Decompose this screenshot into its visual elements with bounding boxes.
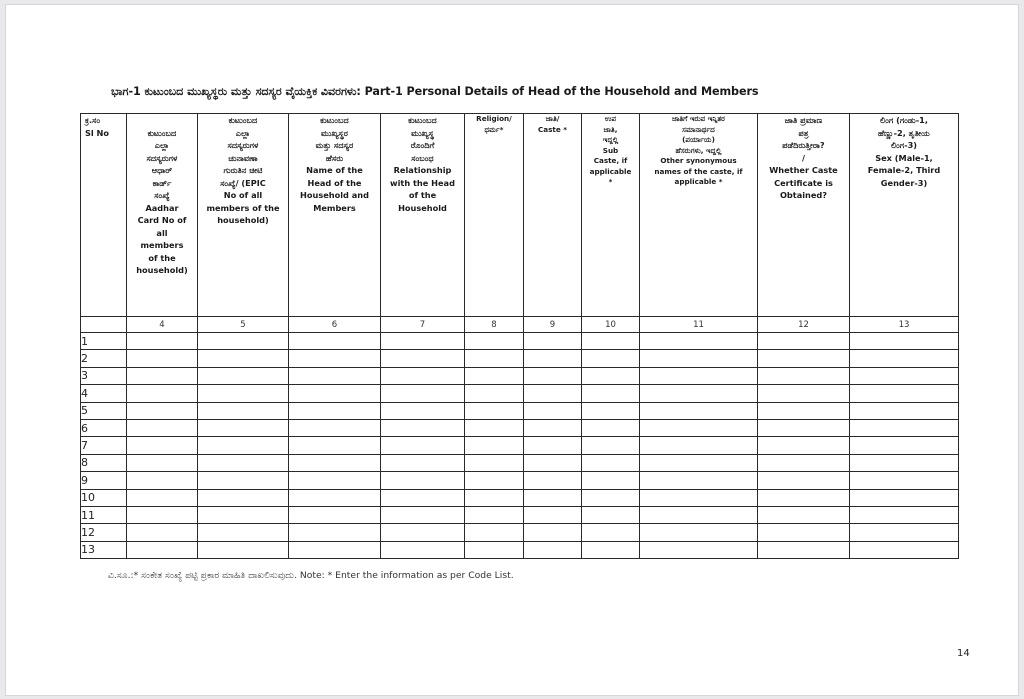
table-cell	[381, 419, 465, 436]
table-cell	[524, 454, 582, 471]
column-number: 5	[198, 317, 289, 333]
table-cell	[758, 541, 850, 558]
table-cell	[465, 367, 524, 384]
header-sl-no: ಕ್ರ.ಸಂ Sl No	[81, 114, 127, 317]
header-aadhar: ಕುಟುಂಬದ ಎಲ್ಲಾ ಸದಸ್ಯರುಗಳ ಆಧಾರ್ ಕಾರ್ಡ್ ಸಂಖ್ಯೆ Aadhar Card No of all members of the household)	[127, 114, 198, 317]
document-page	[5, 4, 1019, 696]
column-number: 8	[465, 317, 524, 333]
table-cell	[758, 385, 850, 402]
column-number: 13	[850, 317, 959, 333]
table-cell	[758, 472, 850, 489]
table-cell	[524, 489, 582, 506]
table-cell	[289, 437, 381, 454]
table-cell	[758, 367, 850, 384]
table-row	[81, 437, 959, 454]
table-body	[81, 333, 959, 559]
row-number: 10	[81, 489, 127, 506]
table-cell	[127, 385, 198, 402]
table-cell	[850, 385, 959, 402]
row-number: 4	[81, 385, 127, 402]
table-cell	[381, 489, 465, 506]
table-cell	[198, 333, 289, 350]
table-cell	[198, 489, 289, 506]
row-number: 5	[81, 402, 127, 419]
table-row	[81, 506, 959, 523]
table-cell	[850, 454, 959, 471]
row-number: 13	[81, 541, 127, 558]
table-cell	[640, 472, 758, 489]
table-cell	[850, 333, 959, 350]
row-number: 9	[81, 472, 127, 489]
table-cell	[582, 506, 640, 523]
table-cell	[198, 402, 289, 419]
table-cell	[289, 350, 381, 367]
table-cell	[289, 454, 381, 471]
table-row	[81, 419, 959, 436]
table-cell	[381, 437, 465, 454]
table-cell	[381, 541, 465, 558]
table-cell	[640, 419, 758, 436]
table-cell	[198, 367, 289, 384]
table-cell	[127, 506, 198, 523]
table-cell	[524, 333, 582, 350]
table-cell	[582, 350, 640, 367]
table-cell	[381, 454, 465, 471]
table-cell	[524, 367, 582, 384]
table-row	[81, 524, 959, 541]
table-cell	[640, 437, 758, 454]
table-cell	[381, 402, 465, 419]
table-cell	[850, 419, 959, 436]
table-cell	[640, 454, 758, 471]
table-cell	[465, 350, 524, 367]
table-cell	[465, 437, 524, 454]
table-cell	[289, 524, 381, 541]
table-cell	[127, 541, 198, 558]
table-cell	[198, 524, 289, 541]
table-row	[81, 385, 959, 402]
table-cell	[524, 541, 582, 558]
table-cell	[289, 333, 381, 350]
column-number: 4	[127, 317, 198, 333]
table-cell	[758, 506, 850, 523]
table-cell	[758, 333, 850, 350]
table-cell	[850, 472, 959, 489]
header-caste: ಜಾತಿ/ Caste *	[524, 114, 582, 317]
footnote: ವಿ.ಸೂ.:* ಸಂಕೇತ ಸಂಖ್ಯೆ ಪಟ್ಟಿ ಪ್ರಕಾರ ಮಾಹಿತಿ ದಾಖಲಿಸುವುದು. Note: * Enter the information as per Code List.	[108, 570, 514, 581]
table-row	[81, 489, 959, 506]
table-cell	[127, 350, 198, 367]
row-number: 7	[81, 437, 127, 454]
table-cell	[582, 472, 640, 489]
table-cell	[381, 524, 465, 541]
table-row	[81, 472, 959, 489]
table-cell	[198, 541, 289, 558]
table-cell	[289, 506, 381, 523]
table-cell	[198, 385, 289, 402]
table-cell	[850, 402, 959, 419]
table-row	[81, 367, 959, 384]
header-sex: ಲಿಂಗ (ಗಂಡು-1, ಹೆಣ್ಣು-2, ತೃತೀಯ ಲಿಂಗ-3) Sex (Male-1, Female-2, Third Gender-3)	[850, 114, 959, 317]
table-cell	[289, 367, 381, 384]
table-cell	[465, 419, 524, 436]
table-row	[81, 541, 959, 558]
table-cell	[524, 385, 582, 402]
table-cell	[289, 541, 381, 558]
table-cell	[524, 506, 582, 523]
table-cell	[198, 350, 289, 367]
table-cell	[381, 472, 465, 489]
table-cell	[640, 506, 758, 523]
table-cell	[524, 402, 582, 419]
table-cell	[758, 454, 850, 471]
table-cell	[850, 489, 959, 506]
table-cell	[582, 524, 640, 541]
header-name: ಕುಟುಂಬದ ಮುಖ್ಯಸ್ಥರ ಮತ್ತು ಸದಸ್ಯರ ಹೆಸರು Name of the Head of the Household and Members	[289, 114, 381, 317]
table-cell	[465, 541, 524, 558]
table-cell	[127, 437, 198, 454]
header-caste-certificate: ಜಾತಿ ಪ್ರಮಾಣ ಪತ್ರ ಪಡೆದಿರುತ್ತೀರಾ? / Whether Caste Certificate is Obtained?	[758, 114, 850, 317]
table-cell	[127, 367, 198, 384]
table-cell	[758, 524, 850, 541]
table-cell	[198, 506, 289, 523]
table-cell	[198, 454, 289, 471]
row-number: 1	[81, 333, 127, 350]
row-number: 12	[81, 524, 127, 541]
table-cell	[758, 419, 850, 436]
header-religion: Religion/ ಧರ್ಮ*	[465, 114, 524, 317]
table-cell	[758, 350, 850, 367]
table-cell	[582, 454, 640, 471]
table-cell	[640, 489, 758, 506]
table-row	[81, 333, 959, 350]
header-row	[81, 114, 959, 317]
table-cell	[582, 333, 640, 350]
table-cell	[582, 489, 640, 506]
table-cell	[198, 437, 289, 454]
table-cell	[127, 419, 198, 436]
table-cell	[640, 524, 758, 541]
table-cell	[582, 402, 640, 419]
table-cell	[850, 367, 959, 384]
table-cell	[582, 419, 640, 436]
header-relationship: ಕುಟುಂಬದ ಮುಖ್ಯಸ್ಥ ರೊಂದಿಗೆ ಸಂಬಂಧ Relationship with the Head of the Household	[381, 114, 465, 317]
table-cell	[850, 437, 959, 454]
column-number: 6	[289, 317, 381, 333]
table-cell	[381, 333, 465, 350]
table-cell	[850, 524, 959, 541]
page-number: 14	[957, 648, 970, 659]
table-cell	[524, 472, 582, 489]
row-number: 6	[81, 419, 127, 436]
table-cell	[582, 437, 640, 454]
table-cell	[640, 333, 758, 350]
table-cell	[640, 402, 758, 419]
header-sub-caste: ಉಪ ಜಾತಿ, ಇದ್ದಲ್ಲಿ Sub Caste, if applicable *	[582, 114, 640, 317]
header-epic: ಕುಟುಂಬದ ಎಲ್ಲಾ ಸದಸ್ಯರುಗಳ ಚುನಾವಣಾ ಗುರುತಿನ ಚೀಟಿ ಸಂಖ್ಯೆ/ (EPIC No of all members of the household)	[198, 114, 289, 317]
table-cell	[465, 472, 524, 489]
table-cell	[850, 541, 959, 558]
table-cell	[465, 506, 524, 523]
table-row	[81, 402, 959, 419]
table-cell	[127, 489, 198, 506]
form-title: ಭಾಗ-1 ಕುಟುಂಬದ ಮುಖ್ಯಸ್ಥರು ಮತ್ತು ಸದಸ್ಯರ ವೈಯಕ್ತಿಕ ವಿವರಗಳು: Part-1 Personal Details of Head of the Household and Members	[111, 85, 759, 98]
table-cell	[758, 437, 850, 454]
table-cell	[465, 333, 524, 350]
table-cell	[524, 524, 582, 541]
table-cell	[524, 350, 582, 367]
table-cell	[198, 472, 289, 489]
table-cell	[640, 350, 758, 367]
table-cell	[127, 472, 198, 489]
table-cell	[289, 402, 381, 419]
row-number: 8	[81, 454, 127, 471]
header-synonymous-names: ಜಾತಿಗೆ ಇರುವ ಇನ್ನಿತರ ಸಮಾನಾರ್ಥದ (ಪರ್ಯಾಯ) ಹೆಸರುಗಳು, ಇದ್ದಲ್ಲಿ Other synonymous names of the caste, if applicable *	[640, 114, 758, 317]
table-cell	[289, 472, 381, 489]
table-cell	[127, 402, 198, 419]
column-number: 12	[758, 317, 850, 333]
table-cell	[524, 419, 582, 436]
column-number: 11	[640, 317, 758, 333]
table-cell	[127, 524, 198, 541]
table-cell	[640, 541, 758, 558]
table-cell	[640, 385, 758, 402]
table-cell	[850, 350, 959, 367]
table-cell	[198, 419, 289, 436]
table-cell	[289, 385, 381, 402]
table-cell	[127, 454, 198, 471]
table-cell	[582, 385, 640, 402]
table-cell	[640, 367, 758, 384]
table-cell	[289, 489, 381, 506]
household-members-table	[80, 113, 959, 559]
table-cell	[758, 402, 850, 419]
table-cell	[381, 350, 465, 367]
row-number: 3	[81, 367, 127, 384]
table-cell	[289, 419, 381, 436]
table-cell	[381, 385, 465, 402]
table-cell	[381, 367, 465, 384]
column-number: 9	[524, 317, 582, 333]
table-cell	[582, 541, 640, 558]
column-number	[81, 317, 127, 333]
table-cell	[524, 437, 582, 454]
column-number: 7	[381, 317, 465, 333]
row-number: 11	[81, 506, 127, 523]
table-cell	[758, 489, 850, 506]
column-number-row	[81, 317, 959, 333]
table-cell	[465, 489, 524, 506]
table-cell	[127, 333, 198, 350]
table-cell	[465, 385, 524, 402]
table-cell	[465, 524, 524, 541]
table-row	[81, 350, 959, 367]
table-row	[81, 454, 959, 471]
table-cell	[582, 367, 640, 384]
table-cell	[465, 454, 524, 471]
table-cell	[381, 506, 465, 523]
table-cell	[465, 402, 524, 419]
row-number: 2	[81, 350, 127, 367]
table-cell	[850, 506, 959, 523]
column-number: 10	[582, 317, 640, 333]
